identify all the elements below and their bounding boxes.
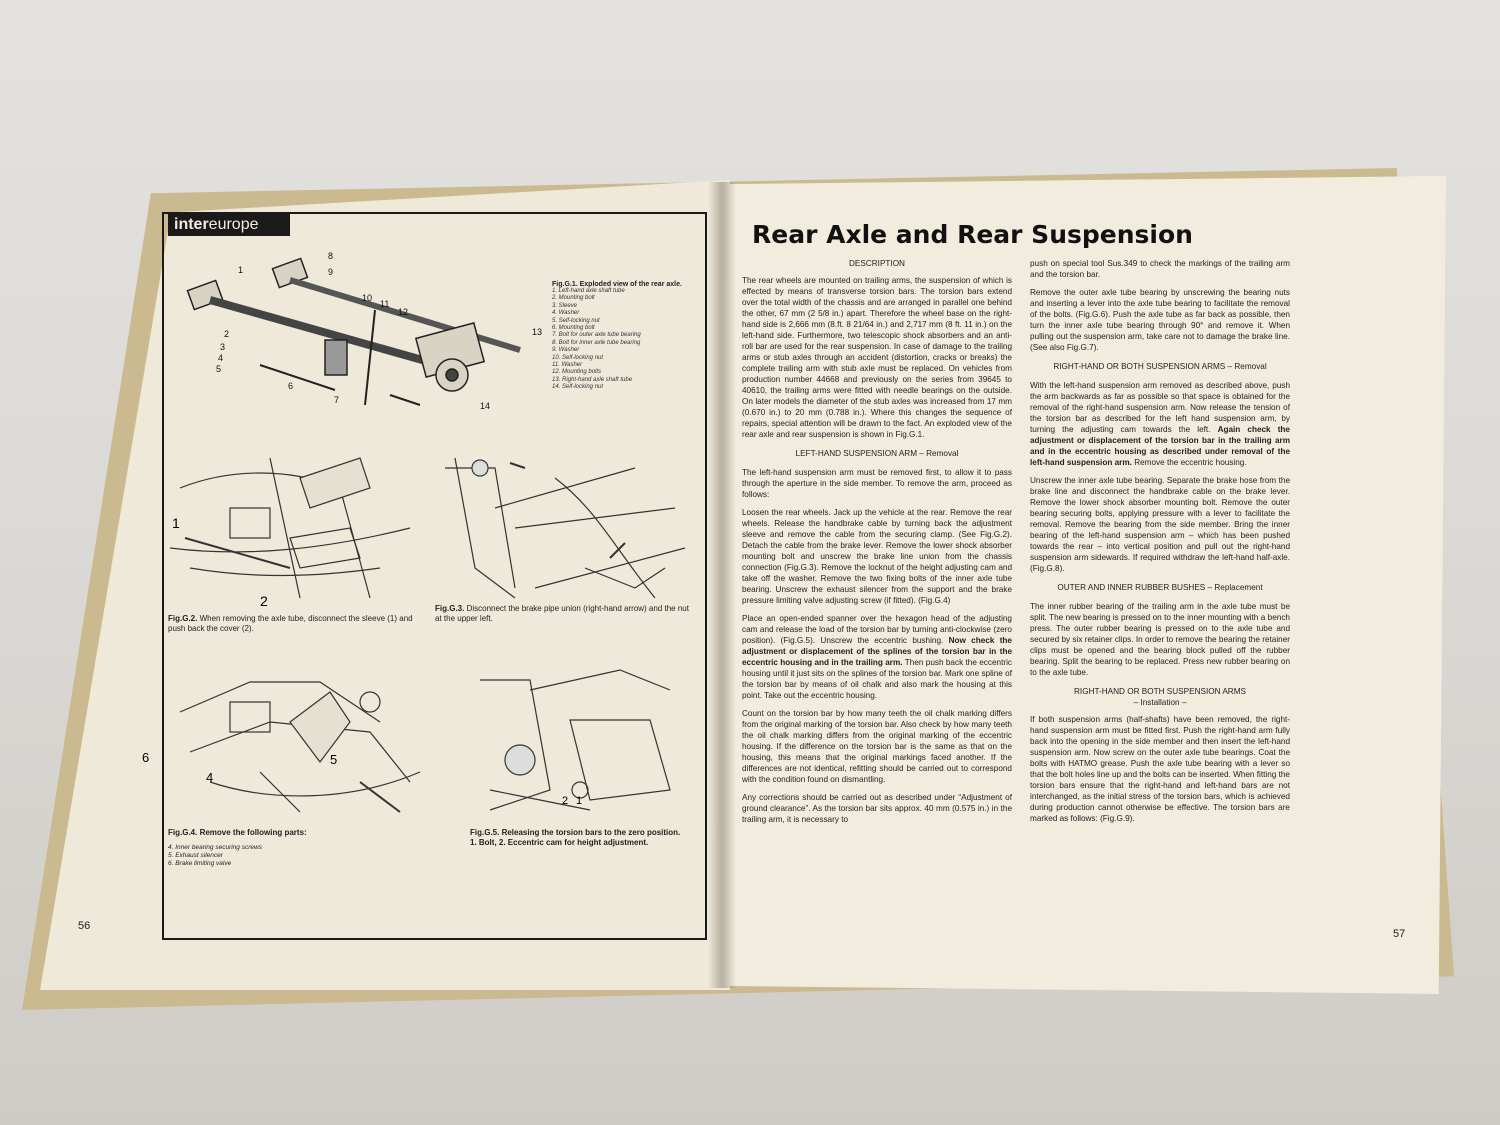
text-span: Then push back the eccentric housing until it just sits on the splines of the torsion bar. Mark one spline of the torsion bar by means of oil chalk and also mark the housing at this point. Take out the eccentric housing.: [742, 658, 1012, 700]
fig4-item: 6. Brake limiting valve: [168, 860, 232, 867]
legend-item: 9. Washer: [552, 347, 580, 354]
paragraph: The left-hand suspension arm must be removed first, to allow it to pass through the aperture in the side member. To remove the arm, proceed as follows:: [742, 468, 1012, 499]
fig4-callout-5: 5: [330, 752, 338, 767]
fig1-callout-4: 4: [218, 353, 224, 363]
paragraph: Remove the outer axle tube bearing by unscrewing the bearing nuts and inserting a lever into the axle tube bearing to facilitate the removal of the bolts. (Fig.G.6). Push the axle tube as far back as possible, then turn the inner axle tube bearing through 90° and remove it. When pulling out the suspension arm, take care not to damage the brake line. (See also Fig.G.7).: [1030, 288, 1290, 352]
legend-item: 11. Washer: [552, 362, 583, 369]
fig-g4-illustration: [142, 662, 430, 822]
fig4-callout-6: 6: [142, 750, 150, 765]
legend-item: 1. Left-hand axle shaft tube: [552, 288, 625, 294]
fig2-callout-1: 1: [172, 515, 180, 531]
fig1-caption: Fig.G.1. Exploded view of the rear axle.: [552, 281, 682, 288]
book-gutter: [708, 182, 736, 988]
fig5-text: Releasing the torsion bars to the zero position. 1. Bolt, 2. Eccentric cam for height adjustment.: [470, 828, 681, 847]
fig3-caption: [435, 604, 690, 624]
fig1-callout-11: 11: [380, 299, 390, 309]
fig1-callout-1: 1: [238, 265, 244, 275]
legend-item: 4. Washer: [552, 310, 580, 317]
heading-left-arm: LEFT-HAND SUSPENSION ARM – Removal: [795, 449, 959, 458]
fig3-label: Fig.G.3.: [435, 604, 465, 613]
page-number-right: 57: [1393, 928, 1406, 940]
fig5-label: Fig.G.5.: [470, 828, 500, 837]
fig1-callout-6: 6: [288, 381, 294, 391]
fig1-callout-8: 8: [328, 251, 334, 261]
legend-item: 3. Sleeve: [552, 302, 578, 309]
paragraph: [742, 613, 1012, 701]
paragraph: Any corrections should be carried out as described under “Adjustment of ground clearance”. As the torsion bar sits approx. 40 mm (0.575 in.) in the trailing arm, it is necessary to: [742, 793, 1012, 824]
text-span: With the left-hand suspension arm removed as described above, push the arm backwards as far as possible so that space is obtained for the removal of the right-hand suspension arm. Now release the tension of the torsion bar as described for the left hand suspension arm, by turning the adjusting cam towards the left.: [1030, 381, 1290, 434]
fig2-text: When removing the axle tube, disconnect the sleeve (1) and push back the cover (2).: [168, 614, 413, 633]
text-span: Place an open-ended spanner over the hexagon head of the adjusting cam and release the load of the torsion bar by turning anti-clockwise (zero position). (Fig.G.5). Unscrew the eccentric bushing.: [742, 614, 1012, 645]
paragraph: The rear wheels are mounted on trailing arms, the suspension of which is effected by means of transverse torsion bars. The torsion bars extend over the total width of the chassis and are arranged in parallel one behind the other, 67 mm (2 5/8 in.) apart. Therefore the wheel base on the right-hand side is 2,666 mm (8.ft. 8 21/64 in.) and 2,717 mm (8 ft. 11 in.) on the left-hand side. Furthermore, two telescopic shock absorbers and an anti-roll bar are used for the rear suspension. In case of damage to the trailing arms or stub axles through an accident (distortion, cracks or breaks) the complete trailing arm with stub axle must be replaced. On vehicles from production number 44668 and previously on the series from 39645 to 40610, the trailing arms were fitted with needle bearings on the outside. On later models the diameter of the stub axles was increased from 17 mm (0.670 in.) to 20 mm (0.788 in.). Where this changes the sequence of repairs, special attention will be drawn to the fact. An exploded view of the rear axle and rear suspension is shown in Fig.G.1.: [742, 276, 1012, 439]
fig2-label: Fig.G.2.: [168, 614, 198, 623]
fig1-callout-9: 9: [328, 267, 334, 277]
legend-item: 5. Self-locking nut: [552, 317, 600, 324]
fig4-label: Fig.G.4.: [168, 828, 198, 837]
paragraph: Count on the torsion bar by how many teeth the oil chalk marking differs from the original marking of the torsion bar. Also check by how many teeth the oil chalk marking differs from the original marking of the eccentric housing. If the difference on the torsion bar is the same as that on the housing, this means that the original markings faced another. If the differences are not identical, refitting should be carried out to correspond with the condition found on dismantling.: [742, 709, 1012, 784]
heading-install-sub: – Installation –: [1133, 698, 1187, 707]
fig5-callout-2: 2: [562, 795, 569, 807]
fig1-callout-3: 3: [220, 342, 226, 352]
fig4-item: 5. Exhaust silencer: [168, 852, 223, 859]
paragraph: The inner rubber bearing of the trailing arm in the axle tube must be split. The new bearing is pressed on to the inner mounting with a bench press. The outer rubber bearing is pressed on to the axle tube and secured by six retainer clips. In order to remove the bearing the retainer clips must be opened and the bearing block pulled off the rubber bearing. Split the bearing to be replaced. Press new rubber bearing on to the axle tube.: [1030, 602, 1290, 677]
legend-item: 12. Mounting bolts: [552, 369, 602, 376]
brand-logo: [168, 214, 290, 236]
fig5-callout-1: 1: [576, 795, 583, 807]
fig4-callout-4: 4: [206, 770, 214, 785]
brand-part1: inter: [174, 216, 209, 233]
fig1-callout-5: 5: [216, 364, 222, 374]
fig1-callout-13: 13: [532, 327, 543, 337]
legend-item: 13. Right-hand axle shaft tube: [552, 376, 633, 383]
paragraph: Loosen the rear wheels. Jack up the vehicle at the rear. Remove the rear wheels. Release the handbrake cable by turning back the adjustment sleeve and remove the cable from the securing clamp. (See Fig.G.2). Detach the cable from the brake lever. Remove the lower shock absorber mounting bolt and unscrew the brake line union from the chassis connection (Fig.G.3). Remove the locknut of the height adjusting cam and take off the washer. Remove the two fixing bolts of the inner axle tube bearing. Unscrew the exhaust silencer from the support and the brake pressure limiting valve adjusting screw (if fitted). (Fig.G.4): [742, 508, 1012, 605]
fig-g2-illustration: [170, 448, 420, 608]
fig1-legend: [552, 288, 702, 392]
legend-item: 10. Self-locking nut: [552, 354, 604, 361]
fig4-text: Remove the following parts:: [199, 828, 307, 837]
fig1-callout-10: 10: [362, 293, 373, 303]
fig2-callout-2: 2: [260, 593, 268, 609]
legend-item: 8. Bolt for inner axle tube bearing: [552, 339, 641, 346]
fig3-text: Disconnect the brake pipe union (right-hand arrow) and the nut at the upper left.: [435, 604, 689, 623]
fig2-caption: [168, 614, 418, 634]
column-left: [742, 258, 1012, 832]
legend-item: 7. Bolt for outer axle tube bearing: [552, 332, 641, 339]
heading-install: RIGHT-HAND OR BOTH SUSPENSION ARMS: [1074, 687, 1246, 696]
paragraph: If both suspension arms (half-shafts) have been removed, the right-hand suspension arm must be fitted first. Push the right-hand arm fully back into the opening in the side member and then insert the left-hand suspension arm. Now screw on the outer axle tube bearings. Coat the bolts with HATMO grease. Push the axle tube bearing with a lever so that the bolt holes line up and the bolts can be inserted. When fitting the torsion bars ensure that the right-hand and left-hand bars are not interchanged, as the initial stress of the torsion bars, which is achieved during production cannot otherwise be effective. The torsion bars are marked as follows: (Fig.G.9).: [1030, 715, 1290, 823]
heading-description: DESCRIPTION: [849, 259, 905, 268]
legend-item: 2. Mounting bolt: [552, 295, 595, 302]
fig-g5-illustration: [470, 660, 685, 820]
heading-right-arm: RIGHT-HAND OR BOTH SUSPENSION ARMS – Removal: [1053, 362, 1267, 371]
fig1-callout-14: 14: [480, 401, 491, 411]
bold-span: Now check the adjustment or displacement of the splines of the torsion bar in the eccentric housing and in the trailing arm.: [742, 636, 1012, 667]
page-number-left: 56: [78, 920, 91, 932]
fig5-caption: [470, 828, 685, 848]
fig1-callout-7: 7: [334, 395, 340, 405]
fig-g1-exploded-view: [180, 251, 550, 420]
page-title: Rear Axle and Rear Suspension: [752, 220, 1193, 249]
paragraph: [1030, 380, 1290, 468]
heading-bushes: OUTER AND INNER RUBBER BUSHES – Replacement: [1057, 583, 1263, 592]
bold-span: Again check the adjustment or displacement of the torsion bar in the trailing arm and in the eccentric housing as described under removal of the left-hand suspension arm.: [1030, 425, 1290, 467]
legend-item: 14. Self-locking nut: [552, 384, 604, 391]
column-right: [1030, 258, 1290, 831]
fig1-callout-2: 2: [224, 329, 230, 339]
legend-item: 6. Mounting bolt: [552, 325, 595, 332]
fig4-caption: [168, 828, 418, 868]
text-span: Remove the eccentric housing.: [1134, 458, 1247, 467]
fig4-item: 4. Inner bearing securing screws: [168, 844, 262, 851]
brand-part2: europe: [208, 216, 259, 233]
paragraph: Unscrew the inner axle tube bearing. Separate the brake hose from the brake line and disconnect the handbrake cable on the brake lever. Remove the lower shock absorber mounting bolt. Remove the outer bearing securing bolts, applying pressure with a lever to facilitate the removal. Remove the bearing from the side member. Bring the inner bearing of the left-hand suspension arm – which has been pushed towards the rear – into vertical position and pull out the right-hand suspension arm sidewards. If required withdraw the left-hand half-axle. (Fig.G.8).: [1030, 476, 1290, 573]
paragraph: push on special tool Sus.349 to check the markings of the trailing arm and the torsion bar.: [1030, 259, 1290, 279]
fig-g3-illustration: [435, 448, 690, 608]
fig1-callout-12: 12: [398, 307, 409, 317]
